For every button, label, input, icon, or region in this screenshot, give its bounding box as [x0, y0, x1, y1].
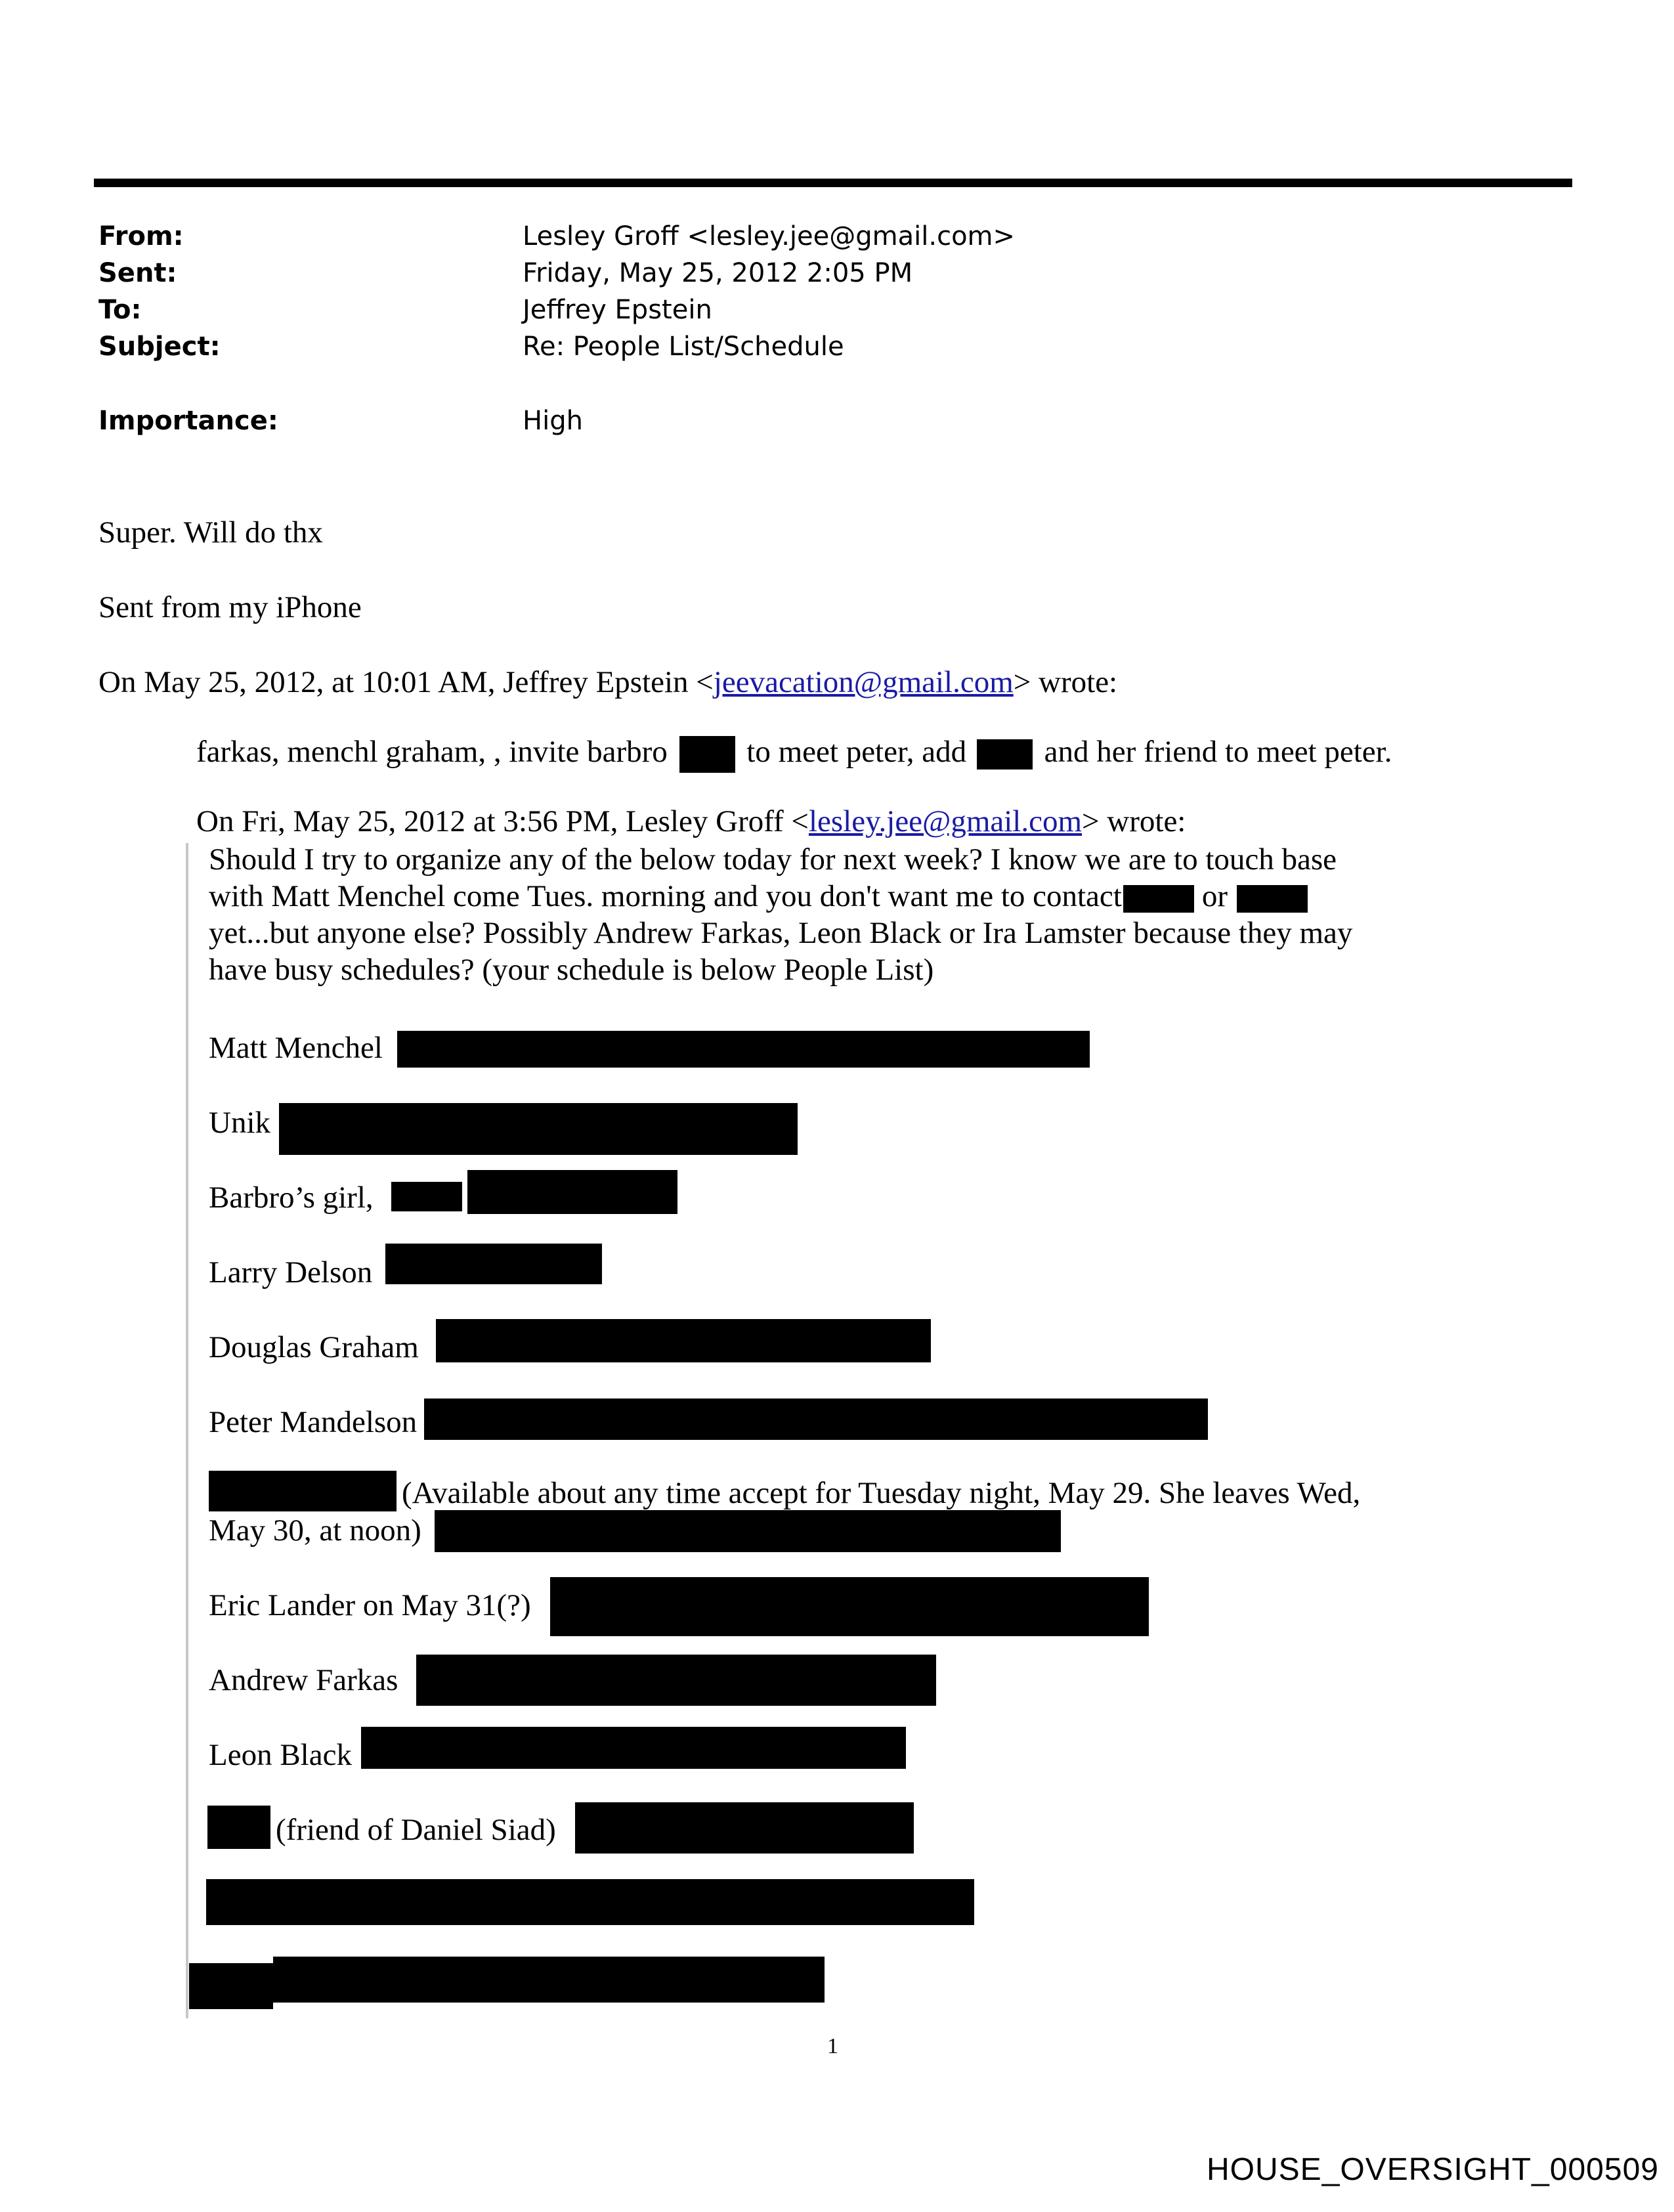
person-barbros-girl: Barbro’s girl,: [209, 1181, 374, 1215]
signature-text: Sent from my iPhone: [98, 590, 362, 624]
importance-value: High: [523, 406, 583, 436]
reply-text: Super. Will do thx: [98, 515, 323, 550]
redaction-block: [436, 1319, 931, 1362]
from-label: From:: [98, 221, 184, 251]
redaction-block: [279, 1103, 798, 1155]
bates-number: HOUSE_OVERSIGHT_000509: [1207, 2152, 1659, 2187]
redaction-block: [575, 1802, 914, 1854]
quote-header-prefix: On May 25, 2012, at 10:01 AM, Jeffrey Epstein <: [98, 665, 714, 699]
redaction-block: [207, 1806, 270, 1849]
to-label: To:: [98, 295, 142, 325]
redaction-block: [397, 1031, 1090, 1068]
email-link-jeevacation[interactable]: jeevacation@gmail.com: [713, 665, 1014, 699]
header-rule: [94, 179, 1572, 187]
quote-bar: [186, 843, 188, 2018]
person-unik: Unik: [209, 1106, 270, 1140]
redaction-block: [1237, 885, 1308, 913]
epstein-message-part-b: to meet peter, add: [746, 735, 967, 769]
epstein-message: [196, 733, 1392, 773]
quote-header-suffix: > wrote:: [1082, 804, 1186, 838]
quoted-line-2-or: or: [1201, 879, 1228, 913]
redaction-block: [206, 1879, 974, 1925]
quote-header-suffix: > wrote:: [1013, 665, 1118, 699]
redaction-block: [416, 1655, 936, 1706]
person-andrew-farkas: Andrew Farkas: [209, 1663, 398, 1697]
subject-value: Re: People List/Schedule: [523, 332, 844, 362]
redaction-block: [391, 1182, 462, 1211]
availability-line-2: May 30, at noon): [209, 1513, 421, 1548]
quoted-line-2-text: with Matt Menchel come Tues. morning and you don't want me to contact: [209, 879, 1122, 913]
importance-label: Importance:: [98, 406, 278, 436]
redaction-block: [679, 736, 735, 773]
person-larry-delson: Larry Delson: [209, 1255, 373, 1290]
redaction-block: [424, 1399, 1208, 1440]
sent-label: Sent:: [98, 258, 177, 288]
quote-header-epstein: [98, 663, 1117, 701]
redaction-block: [361, 1727, 906, 1769]
quoted-line-2: [209, 877, 1308, 915]
quote-header-prefix: On Fri, May 25, 2012 at 3:56 PM, Lesley Groff <: [196, 804, 809, 838]
subject-label: Subject:: [98, 332, 221, 362]
person-matt-menchel: Matt Menchel: [209, 1031, 383, 1065]
from-value: Lesley Groff <lesley.jee@gmail.com>: [523, 221, 1016, 251]
epstein-message-part-a: farkas, menchl graham, , invite barbro: [196, 735, 668, 769]
redaction-block: [209, 1471, 397, 1511]
person-eric-lander: Eric Lander on May 31(?): [209, 1588, 531, 1622]
quoted-line-1: Should I try to organize any of the below today for next week? I know we are to touch base: [209, 842, 1337, 877]
person-leon-black: Leon Black: [209, 1738, 352, 1772]
page-number: 1: [827, 2034, 838, 2058]
to-value: Jeffrey Epstein: [523, 295, 712, 325]
availability-line-1: (Available about any time accept for Tuesday night, May 29. She leaves Wed,: [402, 1476, 1361, 1510]
redaction-block: [1123, 885, 1194, 913]
redaction-block: [189, 1963, 273, 2009]
quote-header-groff: [196, 802, 1186, 840]
sent-value: Friday, May 25, 2012 2:05 PM: [523, 258, 913, 288]
person-friend-of-daniel-siad: (friend of Daniel Siad): [276, 1813, 556, 1847]
quoted-line-4: have busy schedules? (your schedule is below People List): [209, 953, 934, 987]
redaction-block: [977, 739, 1033, 770]
person-peter-mandelson: Peter Mandelson: [209, 1405, 418, 1439]
redaction-block: [467, 1170, 677, 1214]
redaction-block: [435, 1510, 1061, 1552]
redaction-block: [385, 1244, 602, 1284]
redaction-block: [273, 1957, 825, 2003]
email-link-lesley[interactable]: lesley.jee@gmail.com: [808, 804, 1083, 838]
person-douglas-graham: Douglas Graham: [209, 1330, 419, 1364]
epstein-message-part-c: and her friend to meet peter.: [1044, 735, 1392, 769]
redaction-block: [550, 1577, 1149, 1636]
quoted-line-3: yet...but anyone else? Possibly Andrew Farkas, Leon Black or Ira Lamster because they may: [209, 916, 1353, 950]
